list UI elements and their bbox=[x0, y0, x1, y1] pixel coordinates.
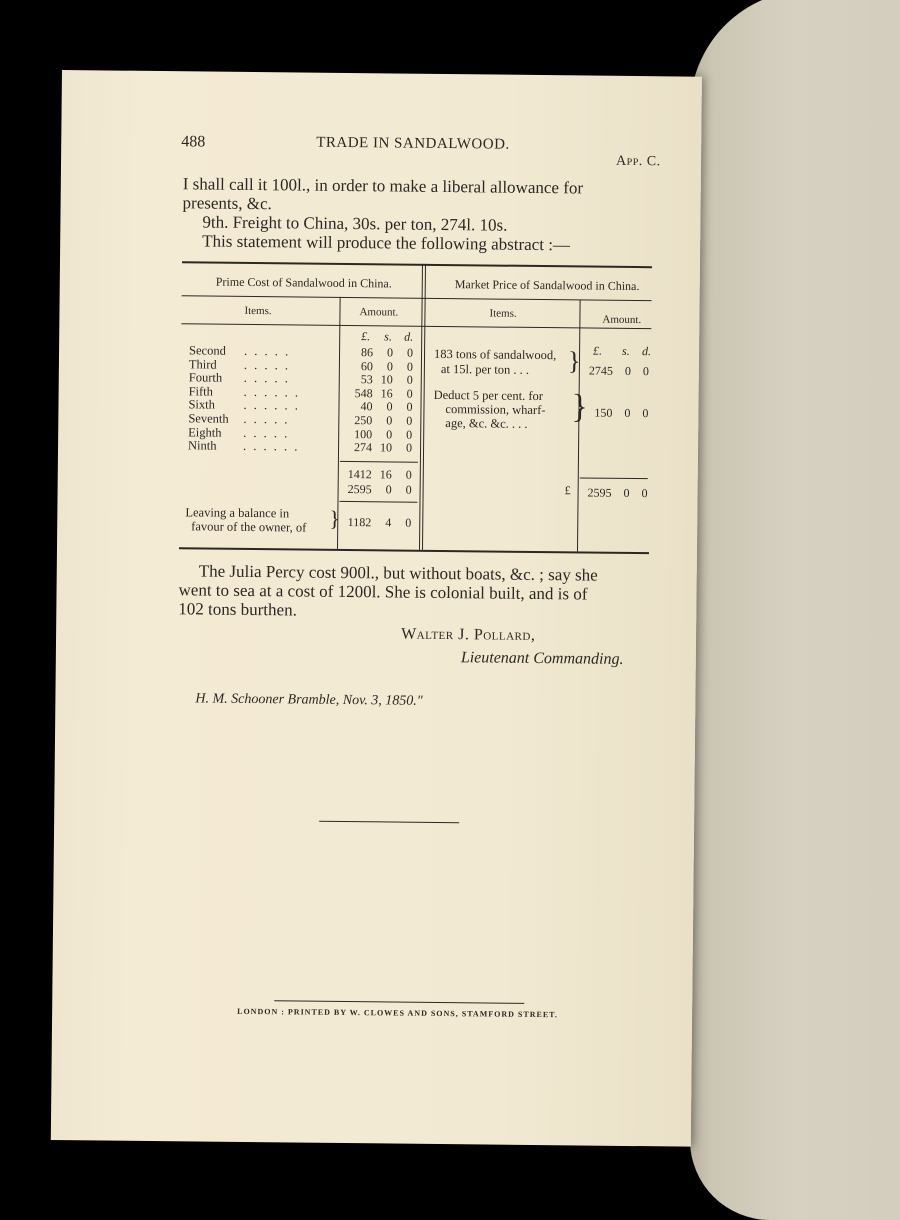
left-items-header: Items. bbox=[244, 304, 272, 318]
right-row2-shillings: 0 bbox=[624, 405, 631, 420]
left-row-pence: 0 bbox=[406, 345, 414, 360]
left-row-pence: 0 bbox=[406, 413, 413, 428]
left-row-item: Second bbox=[188, 343, 226, 358]
left-subtract-shillings: 0 bbox=[385, 482, 392, 497]
right-row1-shillings: 0 bbox=[624, 363, 631, 378]
intro-line-2: presents, &c. bbox=[182, 193, 272, 214]
right-row2-line1: Deduct 5 per cent. for bbox=[433, 387, 544, 404]
left-row-pounds: 53 bbox=[360, 372, 373, 387]
right-total-pounds: 2595 bbox=[587, 485, 612, 500]
right-row2-brace: } bbox=[571, 388, 589, 426]
left-table-title: Prime Cost of Sandalwood in China. bbox=[215, 274, 392, 291]
left-row-leader-dots: . . . . . bbox=[243, 411, 290, 427]
right-total-shillings: 0 bbox=[623, 485, 630, 500]
facing-page bbox=[690, 0, 900, 1220]
left-row-pounds: 40 bbox=[360, 399, 373, 414]
left-row-shillings: 10 bbox=[380, 372, 393, 387]
left-total-pence: 0 bbox=[405, 467, 412, 482]
right-row1-pounds: 2745 bbox=[588, 363, 613, 378]
left-row-leader-dots: . . . . . bbox=[243, 425, 290, 440]
right-shillings-header: s. bbox=[622, 343, 630, 358]
right-pence-header: d. bbox=[642, 344, 652, 359]
intro-line-1: I shall call it 100l., in order to make a liberal allowance for bbox=[182, 174, 584, 198]
left-row-pence: 0 bbox=[406, 386, 413, 401]
signature-rank: Lieutenant Commanding. bbox=[460, 649, 624, 668]
left-row-item: Third bbox=[188, 356, 217, 372]
appendix-label: App. C. bbox=[615, 153, 661, 170]
left-row-leader-dots: . . . . . . bbox=[243, 398, 300, 413]
balance-label-2: favour of the owner, of bbox=[191, 519, 307, 535]
left-row-pence: 0 bbox=[406, 427, 413, 442]
left-row-item: Seventh bbox=[188, 411, 229, 426]
left-row-item: Eighth bbox=[188, 424, 222, 440]
left-row-item: Ninth bbox=[188, 438, 217, 453]
dateline: H. M. Schooner Bramble, Nov. 3, 1850." bbox=[195, 691, 423, 709]
balance-label-1: Leaving a balance in bbox=[185, 505, 290, 521]
left-row-pounds: 60 bbox=[360, 358, 373, 373]
left-row-item: Sixth bbox=[188, 397, 215, 413]
right-total-symbol: £ bbox=[564, 483, 571, 498]
left-row-shillings: 16 bbox=[380, 386, 393, 401]
printer-imprint: LONDON : PRINTED BY W. CLOWES AND SONS, STAMFORD STREET. bbox=[237, 1006, 558, 1020]
right-row1-line1: 183 tons of sandalwood, bbox=[433, 346, 557, 363]
left-row-item: Fifth bbox=[188, 384, 214, 399]
right-amount-header: Amount. bbox=[602, 313, 642, 327]
right-total-pence: 0 bbox=[641, 486, 648, 501]
left-row-shillings: 0 bbox=[386, 427, 393, 442]
left-row-item: Fourth bbox=[188, 370, 223, 385]
right-items-header: Items. bbox=[489, 307, 517, 320]
left-pence-header: d. bbox=[404, 329, 414, 344]
running-title: TRADE IN SANDALWOOD. bbox=[316, 134, 510, 153]
left-row-pounds: 250 bbox=[354, 413, 373, 428]
left-pounds-header: £. bbox=[361, 329, 371, 344]
balance-brace: } bbox=[329, 505, 341, 531]
balance-pounds: 1182 bbox=[347, 515, 372, 530]
right-row1-line2: at 15l. per ton . . . bbox=[440, 361, 530, 377]
left-row-pounds: 100 bbox=[354, 426, 373, 441]
left-amount-header: Amount. bbox=[359, 306, 399, 319]
left-row-shillings: 0 bbox=[386, 413, 393, 428]
closing-divider bbox=[319, 821, 459, 823]
left-subtract-pence: 0 bbox=[405, 482, 412, 497]
balance-shillings: 4 bbox=[385, 515, 392, 530]
left-row-shillings: 0 bbox=[386, 399, 393, 414]
left-row-shillings: 0 bbox=[386, 359, 393, 374]
left-row-pence: 0 bbox=[406, 359, 413, 374]
left-row-leader-dots: . . . . . bbox=[243, 371, 290, 386]
left-shillings-header: s. bbox=[384, 329, 392, 344]
right-pounds-header: £. bbox=[593, 343, 603, 358]
right-row1-brace: } bbox=[567, 346, 581, 376]
left-total-shillings: 16 bbox=[379, 467, 392, 482]
book-page bbox=[51, 70, 702, 1147]
right-row2-pence: 0 bbox=[642, 406, 649, 421]
left-row-pounds: 86 bbox=[360, 345, 374, 360]
left-subtract-pounds: 2595 bbox=[347, 482, 372, 497]
right-row2-line3: age, &c. &c. . . . bbox=[445, 416, 528, 431]
signature: Walter J. Pollard, bbox=[401, 625, 536, 644]
balance-pence: 0 bbox=[405, 515, 412, 530]
right-row2-line2: commission, wharf- bbox=[445, 402, 546, 418]
left-row-shillings: 10 bbox=[379, 440, 393, 455]
left-row-pence: 0 bbox=[405, 440, 413, 455]
left-row-leader-dots: . . . . . . bbox=[243, 384, 301, 400]
intro-line-3: 9th. Freight to China, 30s. per ton, 274l. 10s. bbox=[202, 212, 508, 235]
imprint-divider bbox=[274, 1000, 524, 1004]
right-row2-pounds: 150 bbox=[594, 405, 613, 420]
closing-line-3: 102 tons burthen. bbox=[178, 599, 297, 620]
left-total-pounds: 1412 bbox=[347, 467, 372, 482]
page-number: 488 bbox=[181, 133, 206, 151]
left-row-pence: 0 bbox=[406, 400, 413, 415]
right-table-title: Market Price of Sandalwood in China. bbox=[454, 277, 640, 294]
left-row-leader-dots: . . . . . bbox=[243, 357, 291, 372]
left-row-leader-dots: . . . . . bbox=[243, 343, 291, 359]
left-row-pounds: 548 bbox=[354, 385, 373, 401]
closing-line-1: The Julia Percy cost 900l., but without boats, &c. ; say she bbox=[198, 561, 598, 585]
left-row-pence: 0 bbox=[406, 372, 413, 387]
left-row-leader-dots: . . . . . . bbox=[242, 439, 300, 454]
left-row-shillings: 0 bbox=[386, 345, 394, 360]
right-row1-pence: 0 bbox=[642, 364, 649, 379]
closing-line-2: went to sea at a cost of 1200l. She is colonial built, and is of bbox=[178, 580, 588, 604]
left-row-pounds: 274 bbox=[353, 440, 373, 455]
intro-line-4: This statement will produce the following abstract :— bbox=[202, 231, 571, 255]
